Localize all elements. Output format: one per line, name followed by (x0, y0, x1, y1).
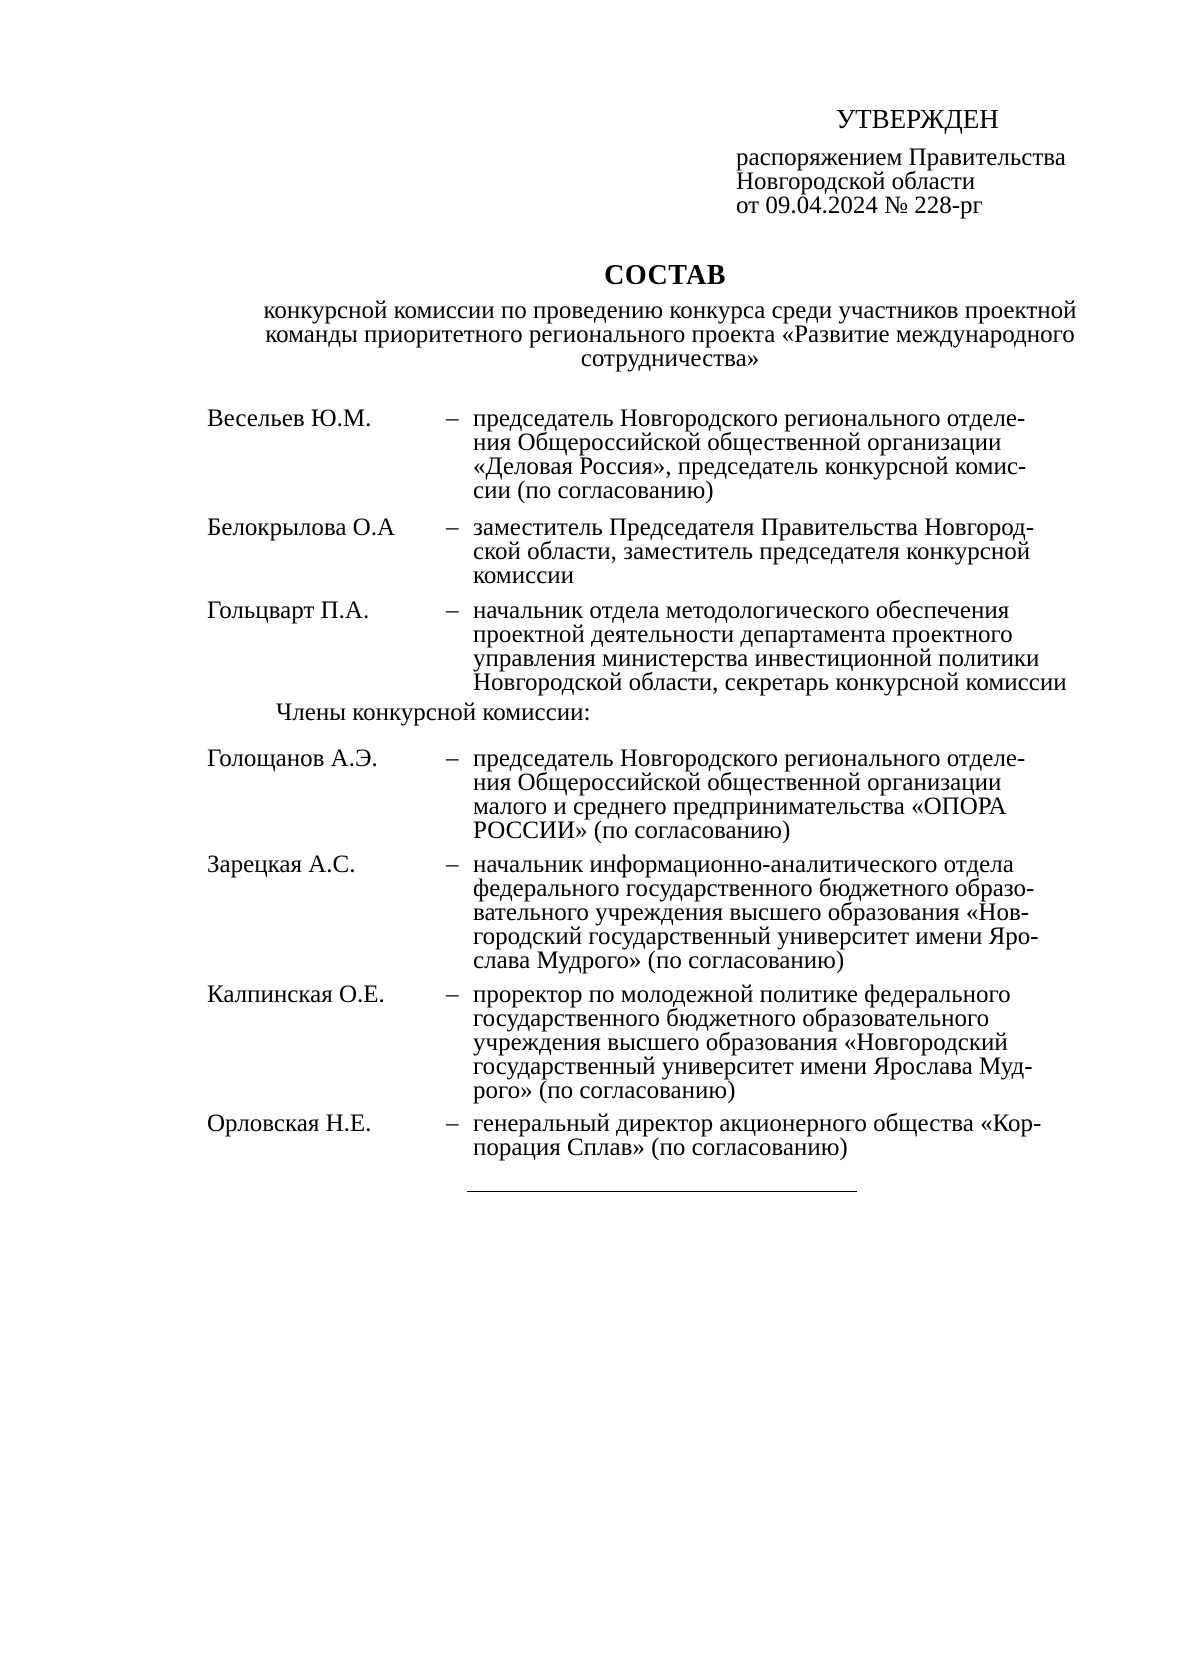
role-line: сии (по согласованию) (473, 477, 714, 504)
role-line: начальник отдела методологического обеспечения (473, 597, 1010, 624)
member-role (473, 599, 1123, 695)
role-line: ния Общероссийской общественной организации (473, 429, 1002, 456)
role-line: ния Общероссийской общественной организации (473, 769, 1002, 796)
member-name: Калпинская О.Е. (207, 981, 385, 1008)
member-name: Орловская Н.Е. (207, 1110, 372, 1137)
role-line: «Деловая Россия», председатель конкурсной комис- (473, 453, 1027, 480)
approval-line: Новгородской области (736, 168, 976, 195)
closing-rule (467, 1191, 857, 1192)
member-dash: – (446, 597, 459, 624)
role-line: генеральный директор акционерного общества «Кор- (473, 1110, 1042, 1137)
document-subtitle (195, 299, 1145, 371)
member-role (473, 1112, 1123, 1160)
member-role (473, 516, 1123, 588)
member-role (473, 747, 1123, 843)
subtitle-line: конкурсной комиссии по проведению конкурса среди участников проектной (263, 297, 1077, 324)
member-dash: – (446, 745, 459, 772)
member-dash: – (446, 405, 459, 432)
role-line: комиссии (473, 562, 575, 589)
subtitle-line: команды приоритетного регионального проекта «Развитие международного (265, 321, 1075, 348)
role-line: вательного учреждения высшего образования «Нов- (473, 899, 1030, 926)
role-line: государственный университет имени Ярослава Муд- (473, 1053, 1033, 1080)
members-label: Члены конкурсной комиссии: (276, 699, 591, 726)
member-role (473, 853, 1123, 973)
role-line: государственного бюджетного образовательного (473, 1005, 990, 1032)
role-line: федерального государственного бюджетного образо- (473, 875, 1035, 902)
document-title: СОСТАВ (604, 260, 726, 291)
member-name: Зарецкая А.С. (207, 851, 356, 878)
subtitle-line: сотрудничества» (580, 345, 760, 372)
role-line: председатель Новгородского регионального отделе- (473, 745, 1026, 772)
member-dash: – (446, 514, 459, 541)
role-line: порация Сплав» (по согласованию) (473, 1134, 848, 1161)
role-line: РОССИИ» (по согласованию) (473, 817, 791, 844)
role-line: председатель Новгородского регионального отделе- (473, 405, 1026, 432)
role-line: рого» (по согласованию) (473, 1077, 736, 1104)
member-name: Весельев Ю.М. (207, 405, 372, 432)
role-line: слава Мудрого» (по согласованию) (473, 947, 845, 974)
member-name: Гольцварт П.А. (207, 597, 370, 624)
member-role (473, 407, 1123, 503)
role-line: городский государственный университет имени Яро- (473, 923, 1039, 950)
role-line: заместитель Председателя Правительства Новгород- (473, 514, 1035, 541)
role-line: ской области, заместитель председателя конкурсной (473, 538, 1031, 565)
role-line: управления министерства инвестиционной политики (473, 645, 1040, 672)
member-name: Голощанов А.Э. (207, 745, 378, 772)
approval-line: от 09.04.2024 № 228-рг (736, 192, 983, 219)
approval-line: распоряжением Правительства (736, 144, 1066, 171)
member-role (473, 983, 1123, 1103)
role-line: Новгородской области, секретарь конкурсной комиссии (473, 669, 1067, 696)
role-line: учреждения высшего образования «Новгородский (473, 1029, 1008, 1056)
role-line: проектной деятельности департамента проектного (473, 621, 1013, 648)
member-dash: – (446, 851, 459, 878)
approval-title: УТВЕРЖДЕН (836, 104, 999, 134)
approval-block (736, 146, 1066, 218)
role-line: начальник информационно-аналитического отдела (473, 851, 1014, 878)
member-dash: – (446, 1110, 459, 1137)
role-line: проректор по молодежной политике федерального (473, 981, 1011, 1008)
role-line: малого и среднего предпринимательства «ОПОРА (473, 793, 1007, 820)
member-name: Белокрылова О.А (207, 514, 396, 541)
member-dash: – (446, 981, 459, 1008)
